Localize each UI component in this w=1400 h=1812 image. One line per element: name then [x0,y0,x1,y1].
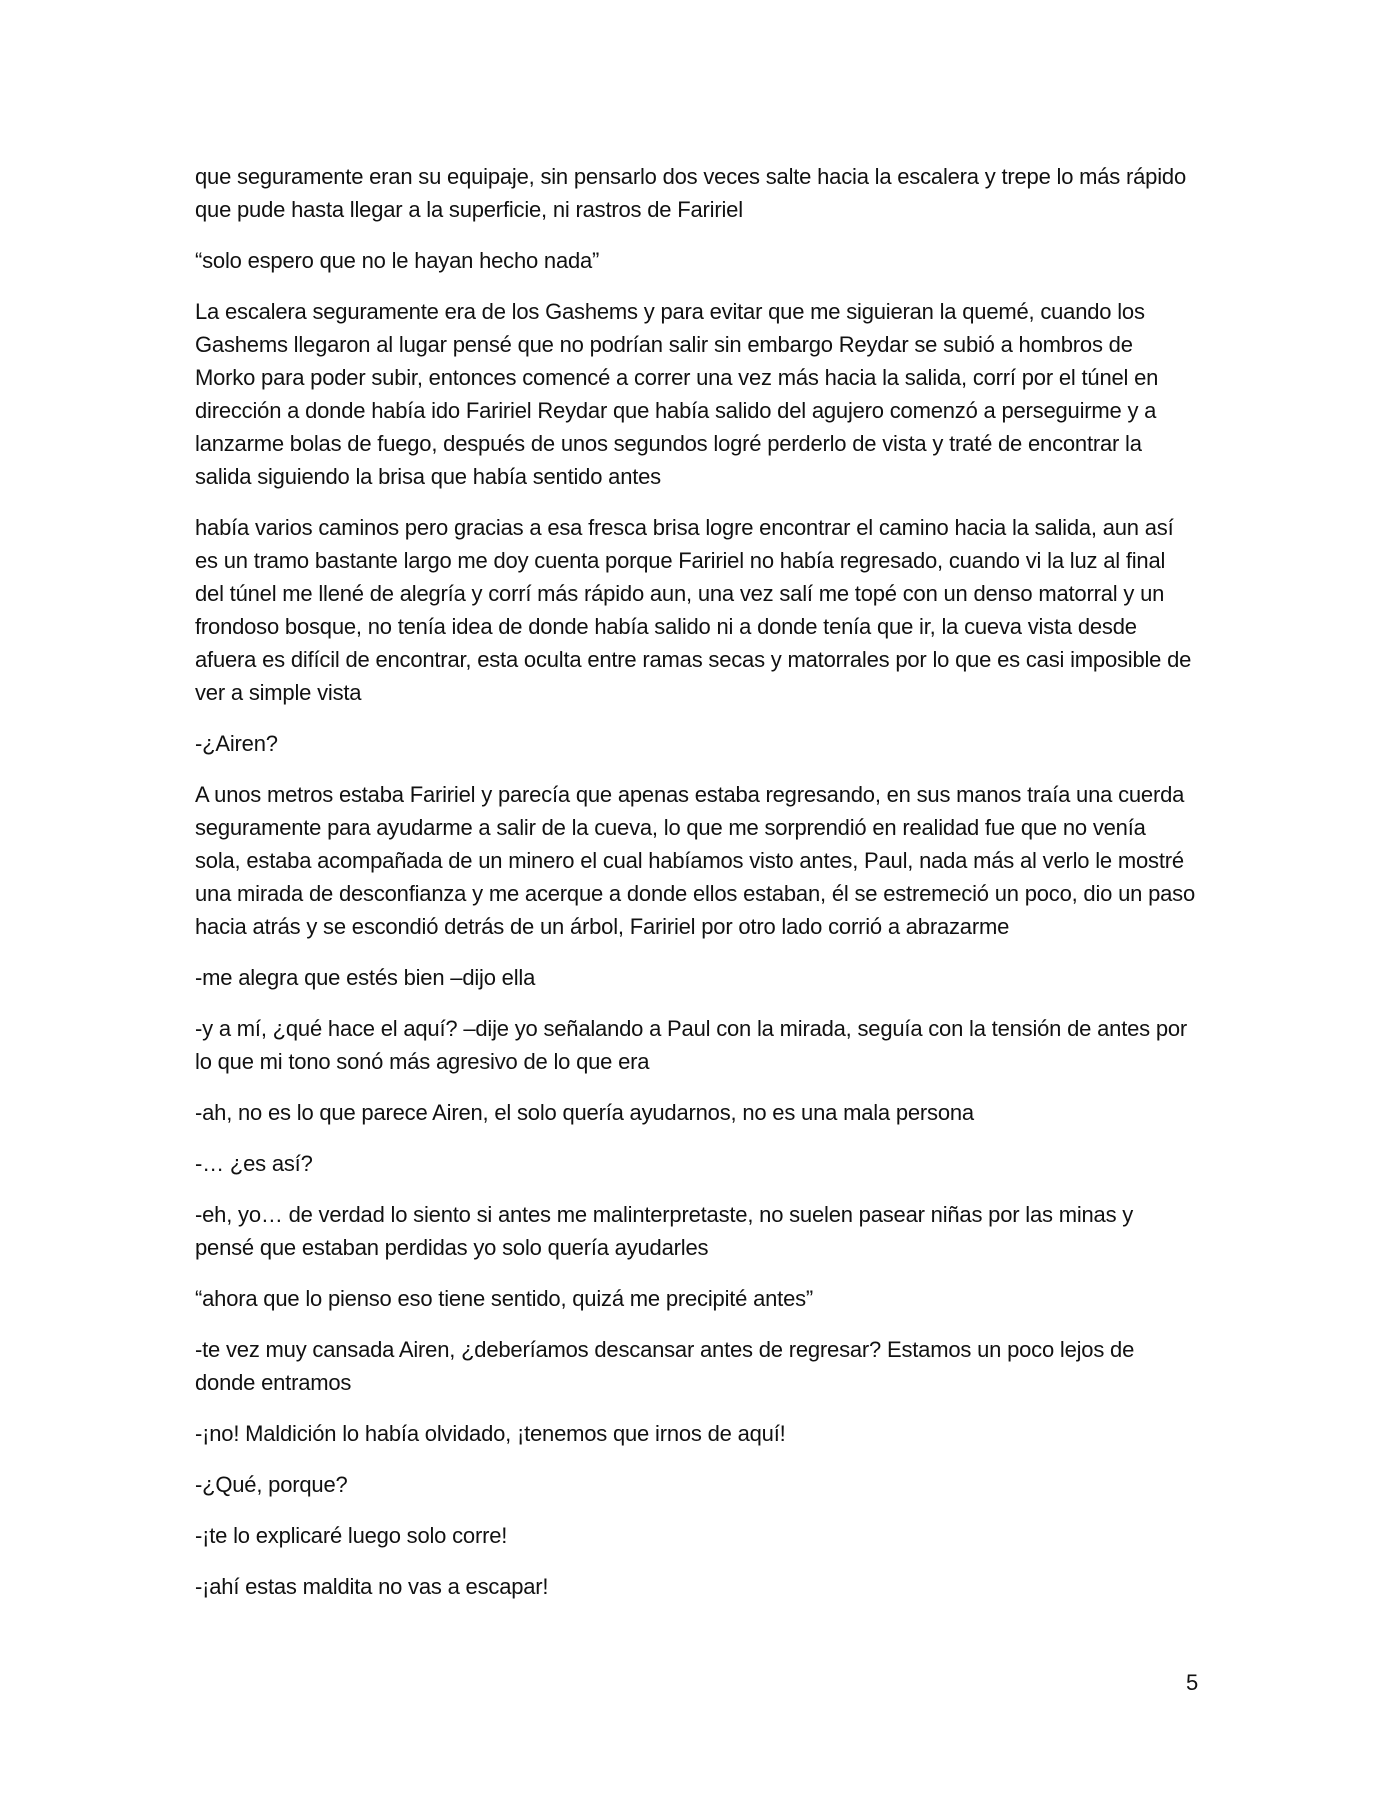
paragraph: -… ¿es así? [195,1151,313,1176]
paragraph: -te vez muy cansada Airen, ¿deberíamos descansar antes de regresar? Estamos un poco lejos de donde entramos [195,1337,1135,1395]
paragraph: -¡te lo explicaré luego solo corre! [195,1523,508,1548]
paragraph: -¡ahí estas maldita no vas a escapar! [195,1574,549,1599]
page-number: 5 [1186,1670,1199,1695]
paragraph: -me alegra que estés bien –dijo ella [195,965,536,990]
paragraph: -y a mí, ¿qué hace el aquí? –dije yo señalando a Paul con la mirada, seguía con la tensión de antes por lo que mi tono sonó más agresivo de lo que era [195,1016,1188,1074]
paragraph: -¿Airen? [195,731,278,756]
paragraph: que seguramente eran su equipaje, sin pensarlo dos veces salte hacia la escalera y trepe lo más rápido que pude hasta llegar a la superficie, ni rastros de Faririel [195,164,1186,222]
paragraph: A unos metros estaba Faririel y parecía que apenas estaba regresando, en sus manos traía una cuerda seguramente para ayudarme a salir de la cueva, lo que me sorprendió en realidad fue que no venía sola, estaba acompañada de un minero el cual habíamos visto antes, Paul, nada más al verlo le mostré una mirada de desconfianza y me acerque a donde ellos estaban, él se estremeció un poco, dio un paso hacia atrás y se escondió detrás de un árbol, Faririel por otro lado corrió a abrazarme [195,782,1195,939]
paragraph: “ahora que lo pienso eso tiene sentido, quizá me precipité antes” [195,1286,814,1311]
paragraph: La escalera seguramente era de los Gashems y para evitar que me siguieran la quemé, cuando los Gashems llegaron al lugar pensé que no podrían salir sin embargo Reydar se subió a hombros de Morko para poder subir, entonces comencé a correr una vez más hacia la salida, corrí por el túnel en dirección a donde había ido Faririel Reydar que había salido del agujero comenzó a perseguirme y a lanzarme bolas de fuego, después de unos segundos logré perderlo de vista y traté de encontrar la salida siguiendo la brisa que había sentido antes [195,299,1159,489]
paragraph: -¿Qué, porque? [195,1472,348,1497]
paragraph: -eh, yo… de verdad lo siento si antes me malinterpretaste, no suelen pasear niñas por las minas y pensé que estaban perdidas yo solo quería ayudarles [195,1202,1134,1260]
paragraph: había varios caminos pero gracias a esa fresca brisa logre encontrar el camino hacia la salida, aun así es un tramo bastante largo me doy cuenta porque Faririel no había regresado, cuando vi la luz al final del túnel me llené de alegría y corrí más rápido aun, una vez salí me topé con un denso matorral y un frondoso bosque, no tenía idea de donde había salido ni a donde tenía que ir, la cueva vista desde afuera es difícil de encontrar, esta oculta entre ramas secas y matorrales por lo que es casi imposible de ver a simple vista [195,515,1192,705]
body-text [195,160,1195,1621]
paragraph: -¡no! Maldición lo había olvidado, ¡tenemos que irnos de aquí! [195,1421,786,1446]
paragraph: “solo espero que no le hayan hecho nada” [195,248,600,273]
paragraph: -ah, no es lo que parece Airen, el solo quería ayudarnos, no es una mala persona [195,1100,974,1125]
